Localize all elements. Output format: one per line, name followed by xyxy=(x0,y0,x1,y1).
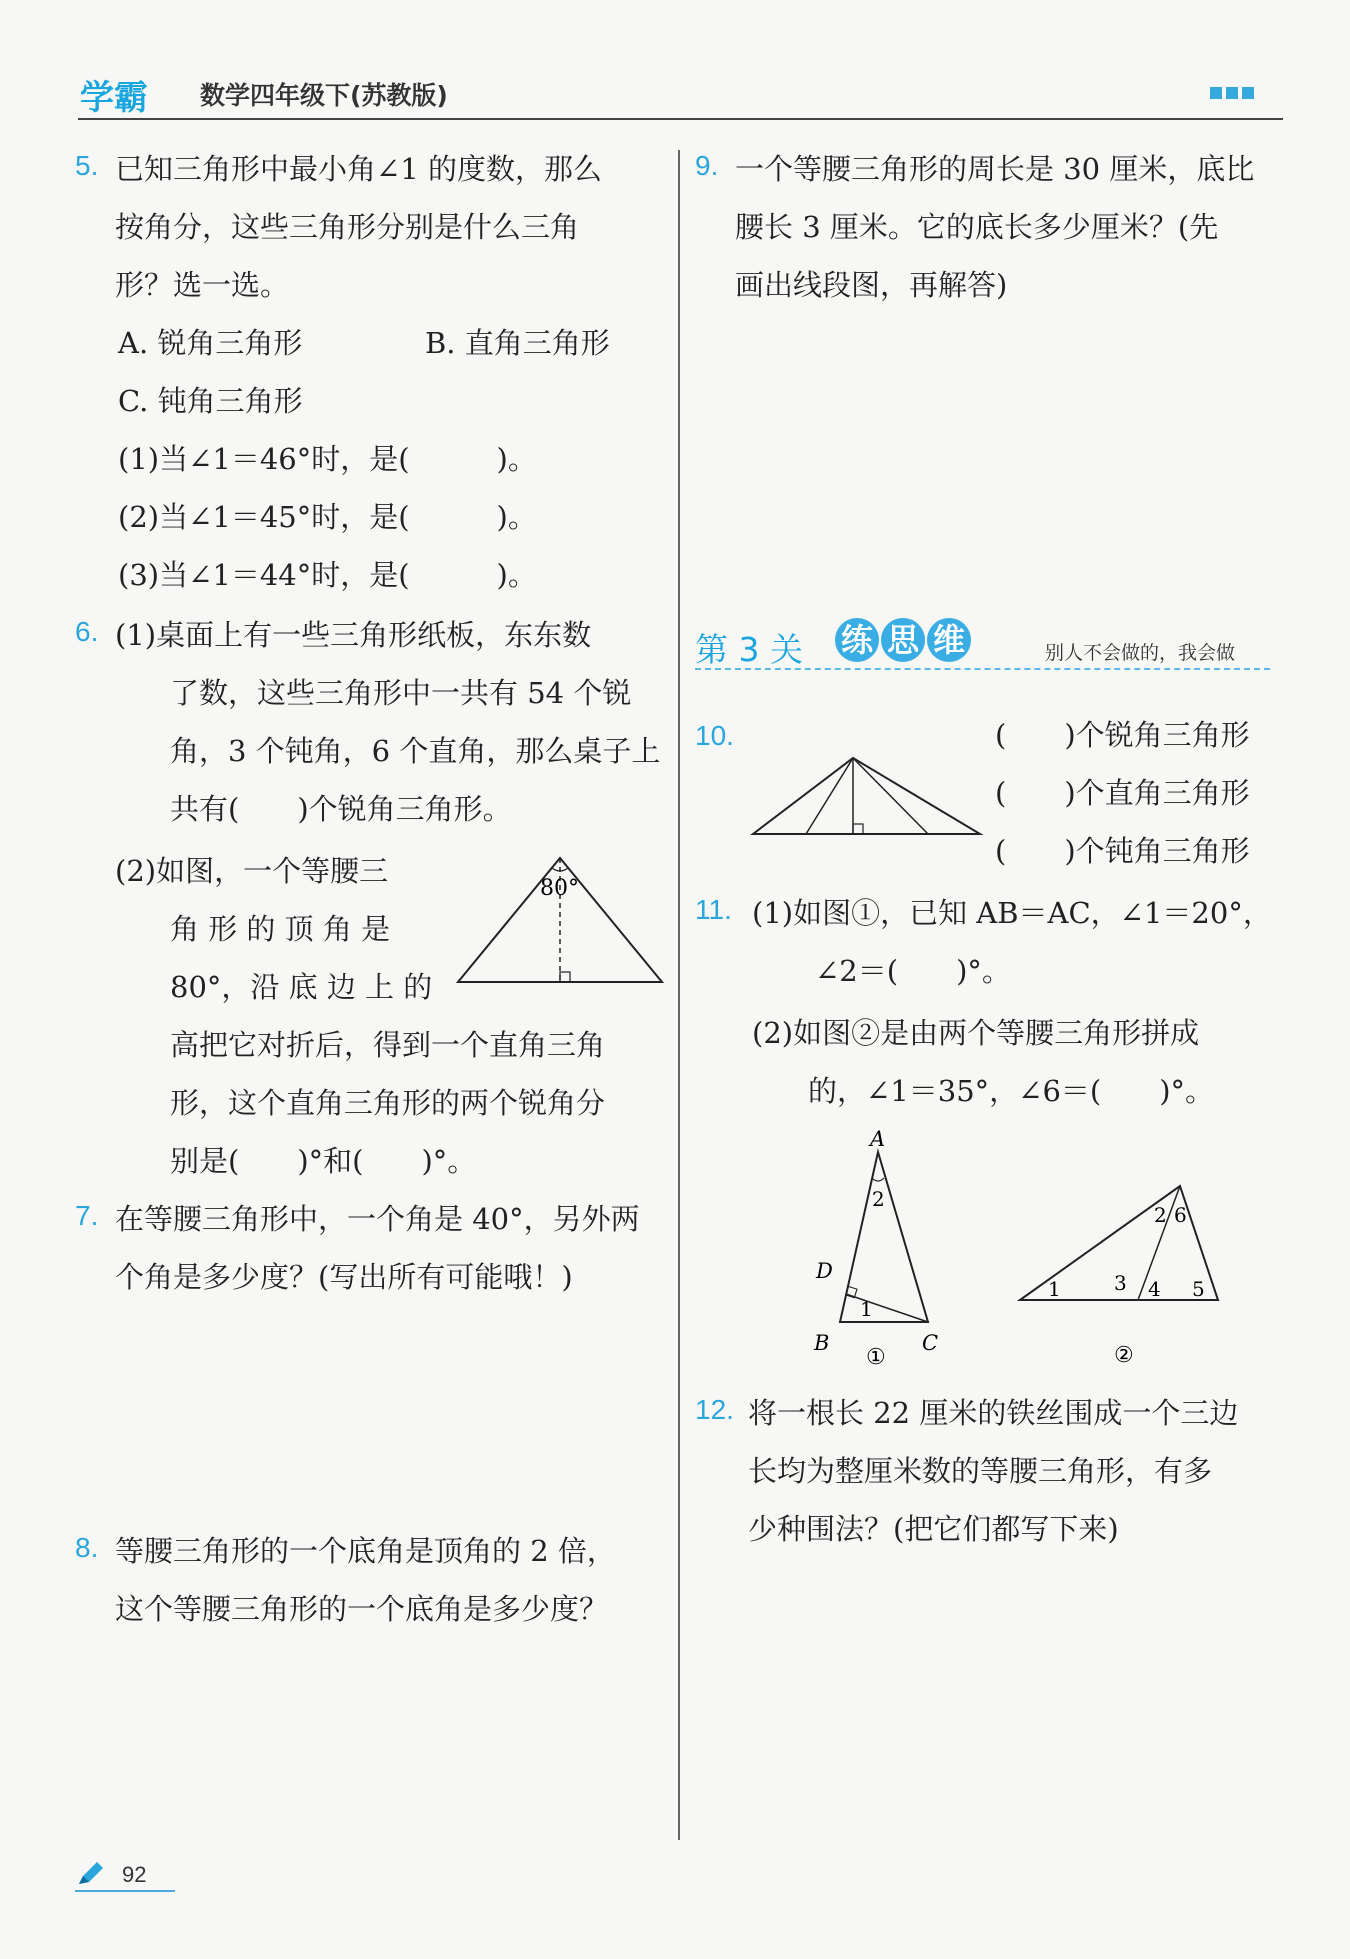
q9-text-2: 腰长 3 厘米。它的底长多少厘米？(先 xyxy=(735,210,1219,244)
q9-text-1: 一个等腰三角形的周长是 30 厘米，底比 xyxy=(735,152,1255,186)
header-dots-icon xyxy=(1210,84,1258,103)
header-rule xyxy=(78,118,1283,120)
q5-text-2: 按角分，这些三角形分别是什么三角 xyxy=(115,210,580,244)
badge-char-2: 思 xyxy=(881,618,925,662)
q8-text-1: 等腰三角形的一个底角是顶角的 2 倍， xyxy=(115,1534,616,1568)
q6-triangle-figure xyxy=(450,850,670,990)
q10-blank-obtuse: ( )个钝角三角形 xyxy=(995,834,1250,868)
q12-text-1: 将一根长 22 厘米的铁丝围成一个三边 xyxy=(748,1396,1239,1430)
q5-option-a: A. 锐角三角形 xyxy=(118,326,303,360)
q8-number: 8. xyxy=(75,1532,99,1563)
q6-part2-text-6: 别是( )°和( )°。 xyxy=(170,1144,477,1178)
q9-number: 9. xyxy=(695,150,719,181)
q5-sub-3: (3)当∠1＝44°时，是( )。 xyxy=(118,558,537,592)
q11-fig2-angle-6: 6 xyxy=(1174,1203,1187,1227)
q11-fig1-angle-2: 2 xyxy=(872,1187,885,1211)
q11-fig2-caption: ② xyxy=(1114,1343,1134,1368)
q6-number: 6. xyxy=(75,616,99,647)
q11-fig1-vertex-c: C xyxy=(922,1331,939,1355)
book-title: 数学四年级下(苏教版) xyxy=(200,81,448,110)
section-badge xyxy=(835,618,973,662)
q11-fig2-angle-4: 4 xyxy=(1148,1277,1161,1301)
q5-number: 5. xyxy=(75,150,99,181)
q11-part2-text-1: (2)如图②是由两个等腰三角形拼成 xyxy=(752,1016,1200,1050)
q11-fig2-angle-2: 2 xyxy=(1154,1203,1167,1227)
q6-part2-text-4: 高把它对折后，得到一个直角三角 xyxy=(170,1028,606,1062)
q5-sub-2: (2)当∠1＝45°时，是( )。 xyxy=(118,500,537,534)
footer-rule xyxy=(75,1890,175,1892)
q11-fig1-vertex-d: D xyxy=(816,1259,833,1283)
q11-part2-text-2: 的，∠1＝35°，∠6＝( )°。 xyxy=(808,1074,1215,1108)
badge-char-1: 练 xyxy=(835,618,879,662)
section-label: 第 3 关 xyxy=(695,630,803,669)
badge-char-3: 维 xyxy=(927,618,971,662)
q10-number: 10. xyxy=(695,720,734,751)
q11-fig2-angle-5: 5 xyxy=(1192,1277,1205,1301)
q11-fig2-angle-3: 3 xyxy=(1114,1271,1127,1295)
q11-figure-1 xyxy=(800,1130,960,1370)
q5-sub-1: (1)当∠1＝46°时，是( )。 xyxy=(118,442,537,476)
q5-option-c: C. 钝角三角形 xyxy=(118,384,303,418)
q9-text-3: 画出线段图，再解答) xyxy=(735,268,1008,302)
q5-text-1: 已知三角形中最小角∠1 的度数，那么 xyxy=(115,152,602,186)
q10-blank-right: ( )个直角三角形 xyxy=(995,776,1250,810)
brand-logo: 学霸 xyxy=(80,78,148,118)
q10-triangle-figure xyxy=(748,750,988,840)
section-banner xyxy=(695,618,1285,678)
q10-blank-acute: ( )个锐角三角形 xyxy=(995,718,1250,752)
q6-part1-text-2: 了数，这些三角形中一共有 54 个锐 xyxy=(170,676,632,710)
q11-part1-text-1: (1)如图①，已知 AB＝AC，∠1＝20°， xyxy=(752,896,1272,930)
q11-part1-text-2: ∠2＝( )°。 xyxy=(815,954,1011,988)
q12-text-3: 少种围法？(把它们都写下来) xyxy=(748,1512,1119,1546)
q6-part1-text-3: 角，3 个钝角，6 个直角，那么桌子上 xyxy=(170,734,661,768)
section-slogan: 别人不会做的，我会做 xyxy=(1045,642,1236,664)
column-divider xyxy=(678,150,680,1840)
q6-part2-text-3: 80°，沿 底 边 上 的 xyxy=(170,970,433,1004)
q7-text-2: 个角是多少度？(写出所有可能哦！) xyxy=(115,1260,573,1294)
q11-fig1-vertex-a: A xyxy=(870,1130,886,1151)
q6-part2-text-1: (2)如图，一个等腰三 xyxy=(115,854,389,888)
q7-number: 7. xyxy=(75,1200,99,1231)
q11-fig1-caption: ① xyxy=(866,1345,886,1370)
q11-figure-2 xyxy=(1010,1178,1230,1370)
q7-text-1: 在等腰三角形中，一个角是 40°，另外两 xyxy=(115,1202,640,1236)
q11-fig2-angle-1: 1 xyxy=(1048,1277,1061,1301)
q11-fig1-angle-1: 1 xyxy=(860,1297,873,1321)
section-dashed-line xyxy=(695,668,1270,670)
q12-number: 12. xyxy=(695,1394,734,1425)
page-header xyxy=(70,62,1290,122)
q12-text-2: 长均为整厘米数的等腰三角形，有多 xyxy=(748,1454,1213,1488)
q6-part2-text-5: 形，这个直角三角形的两个锐角分 xyxy=(170,1086,606,1120)
q6-part2-text-2: 角 形 的 顶 角 是 xyxy=(170,912,391,946)
q5-text-3: 形？选一选。 xyxy=(115,268,290,302)
q11-fig1-vertex-b: B xyxy=(814,1331,830,1355)
q6-part1-text-4: 共有( )个锐角三角形。 xyxy=(170,792,512,826)
q6-angle-label: 80° xyxy=(540,876,579,901)
q8-text-2: 这个等腰三角形的一个底角是多少度？ xyxy=(115,1592,609,1626)
q11-number: 11. xyxy=(695,894,732,925)
pencil-icon xyxy=(75,1860,105,1888)
q5-option-b: B. 直角三角形 xyxy=(425,326,610,360)
page-number: 92 xyxy=(122,1862,147,1887)
q6-part1-text-1: (1)桌面上有一些三角形纸板，东东数 xyxy=(115,618,592,652)
